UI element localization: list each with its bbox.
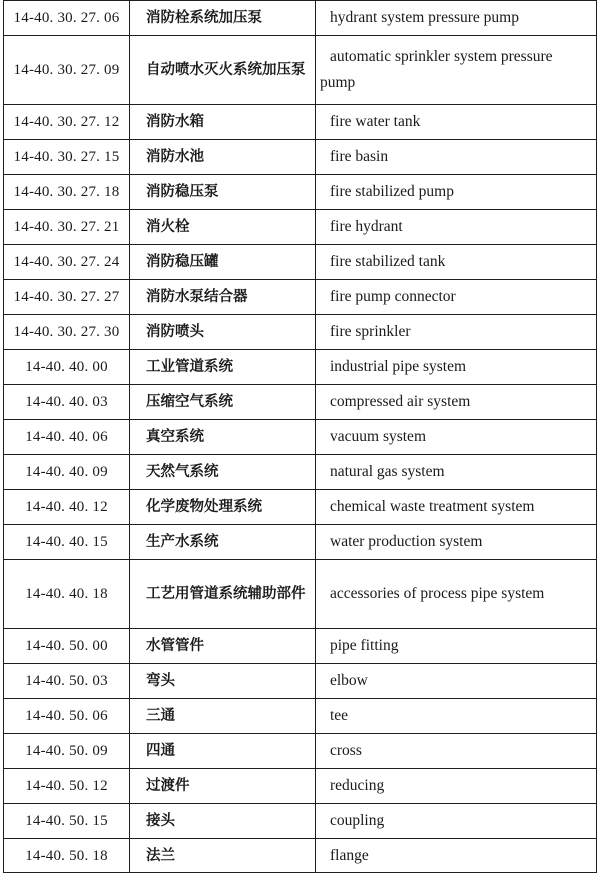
term-chinese: 四通 [130, 734, 316, 769]
term-code: 14-40. 40. 06 [4, 420, 130, 455]
table-row [4, 280, 597, 315]
term-chinese: 接头 [130, 804, 316, 839]
term-chinese: 消防喷头 [130, 315, 316, 350]
term-chinese: 压缩空气系统 [130, 385, 316, 420]
term-english: vacuum system [316, 420, 597, 455]
term-code: 14-40. 50. 15 [4, 804, 130, 839]
term-english: fire sprinkler [316, 315, 597, 350]
term-code: 14-40. 50. 03 [4, 664, 130, 699]
term-chinese: 自动喷水灭火系统加压泵 [130, 36, 316, 105]
term-chinese: 消防水池 [130, 140, 316, 175]
term-code: 14-40. 50. 09 [4, 734, 130, 769]
term-chinese: 过渡件 [130, 769, 316, 804]
term-english: fire basin [316, 140, 597, 175]
term-english: fire water tank [316, 105, 597, 140]
term-english: reducing [316, 769, 597, 804]
term-chinese: 消防稳压罐 [130, 245, 316, 280]
table-row [4, 36, 597, 105]
term-english: pipe fitting [316, 629, 597, 664]
term-english: fire pump connector [316, 280, 597, 315]
table-row [4, 525, 597, 560]
term-code: 14-40. 30. 27. 18 [4, 175, 130, 210]
term-code: 14-40. 50. 06 [4, 699, 130, 734]
term-chinese: 天然气系统 [130, 455, 316, 490]
term-code: 14-40. 30. 27. 21 [4, 210, 130, 245]
table-row [4, 420, 597, 455]
term-chinese: 生产水系统 [130, 525, 316, 560]
table-row [4, 839, 597, 873]
term-chinese: 消火栓 [130, 210, 316, 245]
term-english: tee [316, 699, 597, 734]
term-code: 14-40. 40. 12 [4, 490, 130, 525]
term-english: fire stabilized tank [316, 245, 597, 280]
term-table [3, 0, 597, 873]
table-row [4, 769, 597, 804]
term-code: 14-40. 40. 15 [4, 525, 130, 560]
term-english: coupling [316, 804, 597, 839]
term-code: 14-40. 30. 27. 27 [4, 280, 130, 315]
term-code: 14-40. 50. 00 [4, 629, 130, 664]
table-row [4, 385, 597, 420]
term-code: 14-40. 40. 03 [4, 385, 130, 420]
table-row [4, 734, 597, 769]
table-row [4, 175, 597, 210]
table-row [4, 315, 597, 350]
term-chinese: 水管管件 [130, 629, 316, 664]
table-row [4, 245, 597, 280]
term-code: 14-40. 30. 27. 24 [4, 245, 130, 280]
table-row [4, 804, 597, 839]
term-english: cross [316, 734, 597, 769]
term-chinese: 化学废物处理系统 [130, 490, 316, 525]
table-row [4, 1, 597, 36]
term-chinese: 工艺用管道系统辅助部件 [130, 560, 316, 629]
term-english: flange [316, 839, 597, 873]
term-code: 14-40. 30. 27. 30 [4, 315, 130, 350]
term-code: 14-40. 50. 12 [4, 769, 130, 804]
term-code: 14-40. 30. 27. 12 [4, 105, 130, 140]
term-english: fire hydrant [316, 210, 597, 245]
table-row [4, 629, 597, 664]
table-row [4, 105, 597, 140]
table-row [4, 455, 597, 490]
term-english: elbow [316, 664, 597, 699]
table-row [4, 699, 597, 734]
term-english: fire stabilized pump [316, 175, 597, 210]
term-chinese: 消防栓系统加压泵 [130, 1, 316, 36]
term-code: 14-40. 30. 27. 06 [4, 1, 130, 36]
term-code: 14-40. 40. 00 [4, 350, 130, 385]
term-chinese: 真空系统 [130, 420, 316, 455]
term-chinese: 三通 [130, 699, 316, 734]
term-english: compressed air system [316, 385, 597, 420]
table-row [4, 210, 597, 245]
term-english: automatic sprinkler system pressure pump [316, 36, 597, 105]
term-chinese: 弯头 [130, 664, 316, 699]
table-row [4, 140, 597, 175]
term-chinese: 法兰 [130, 839, 316, 873]
term-chinese: 消防水泵结合器 [130, 280, 316, 315]
term-code: 14-40. 40. 18 [4, 560, 130, 629]
term-english: water production system [316, 525, 597, 560]
term-table-body [4, 1, 597, 873]
term-code: 14-40. 30. 27. 09 [4, 36, 130, 105]
table-row [4, 350, 597, 385]
term-code: 14-40. 40. 09 [4, 455, 130, 490]
term-english: chemical waste treatment system [316, 490, 597, 525]
term-chinese: 工业管道系统 [130, 350, 316, 385]
table-row [4, 664, 597, 699]
term-english: natural gas system [316, 455, 597, 490]
table-row [4, 490, 597, 525]
term-english: hydrant system pressure pump [316, 1, 597, 36]
term-chinese: 消防稳压泵 [130, 175, 316, 210]
term-code: 14-40. 50. 18 [4, 839, 130, 873]
term-code: 14-40. 30. 27. 15 [4, 140, 130, 175]
term-english: accessories of process pipe system [316, 560, 597, 629]
term-chinese: 消防水箱 [130, 105, 316, 140]
table-row [4, 560, 597, 629]
term-english: industrial pipe system [316, 350, 597, 385]
